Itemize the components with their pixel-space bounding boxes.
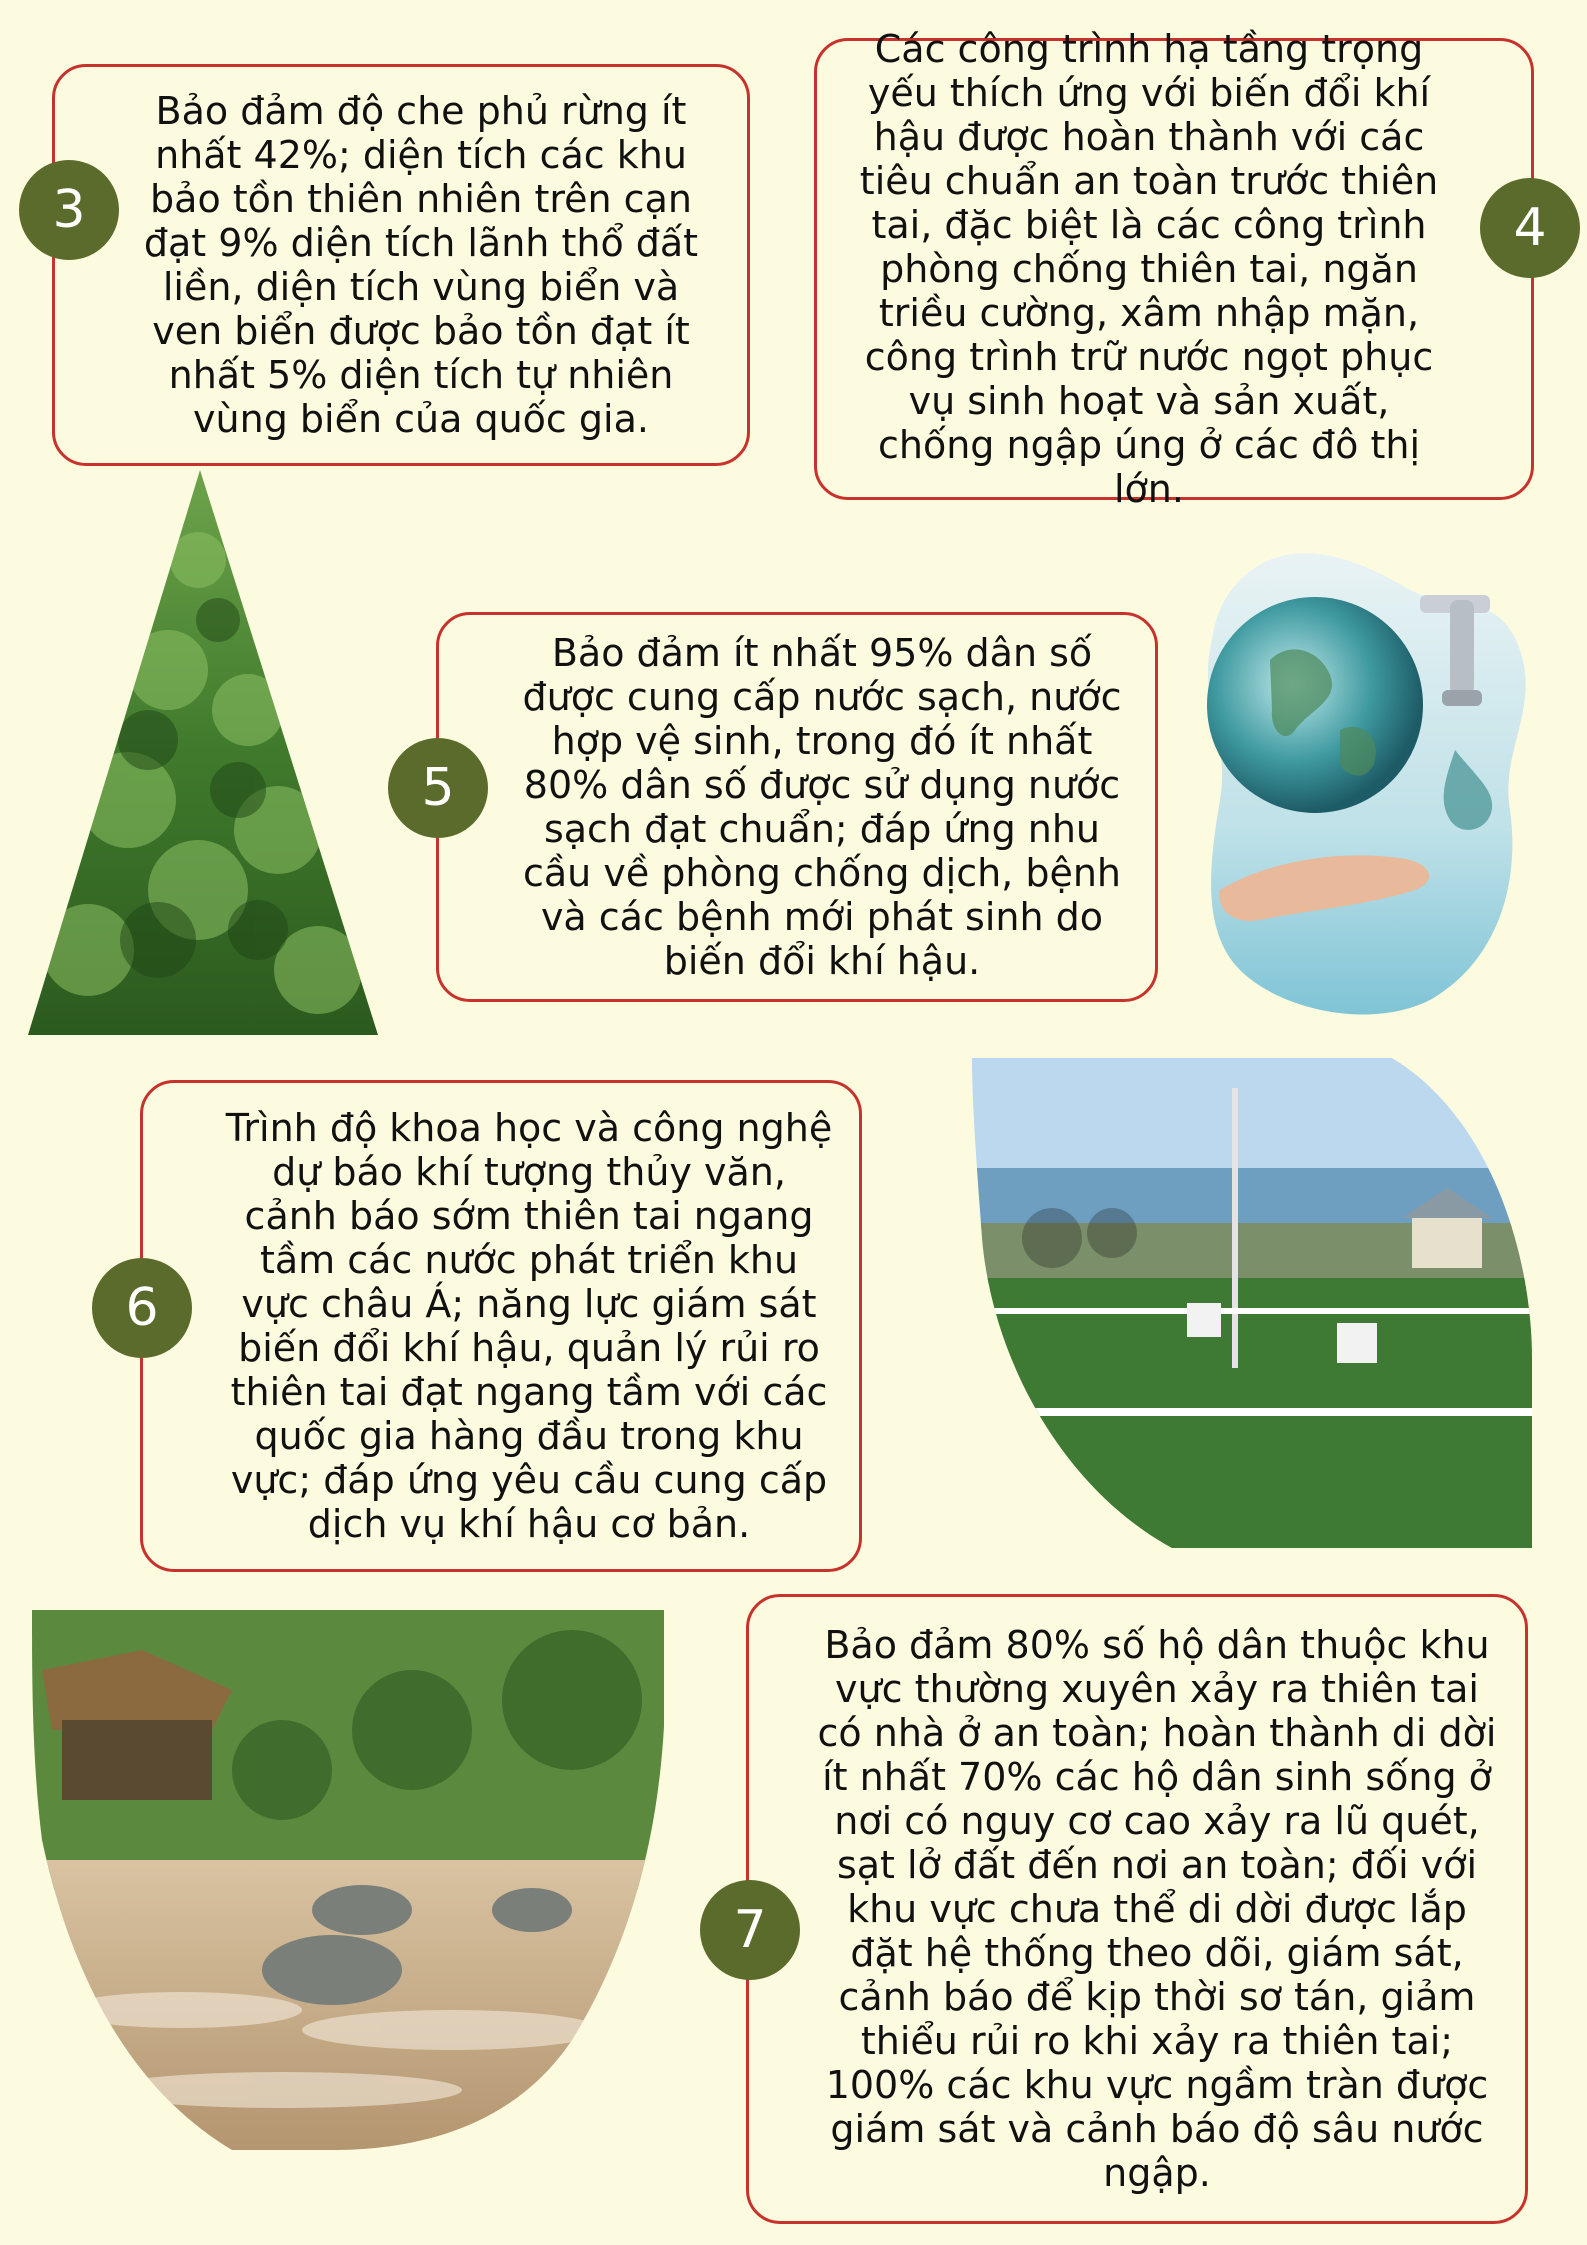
number-badge-3: 3 bbox=[19, 160, 119, 260]
info-card-7 bbox=[746, 1594, 1528, 2224]
card-text: Các công trình hạ tầng trọng yếu thích ứng với biến đổi khí hậu được hoàn thành với các tiêu chuẩn an toàn trước thiên tai, đặc biệt là các công trình phòng chống thiên tai, ngăn triều cường, xâm nhập mặn, công trình trữ nước ngọt phục vụ sinh hoạt và sản xuất, chống ngập úng ở các đô thị lớn. bbox=[859, 27, 1439, 511]
card-text: Trình độ khoa học và công nghệ dự báo khí tượng thủy văn, cảnh báo sớm thiên tai ngang tầm các nước phát triển khu vực châu Á; năng lực giám sát biến đổi khí hậu, quản lý rủi ro thiên tai đạt ngang tầm với các quốc gia hàng đầu trong khu vực; đáp ứng yêu cầu cung cấp dịch vụ khí hậu cơ bản. bbox=[225, 1106, 833, 1546]
info-card-6 bbox=[140, 1080, 862, 1572]
weather-station-image bbox=[972, 1058, 1532, 1548]
info-card-4 bbox=[814, 27, 1534, 511]
card-text: Bảo đảm ít nhất 95% dân số được cung cấp nước sạch, nước hợp vệ sinh, trong đó ít nhất 80% dân số được sử dụng nước sạch đạt chuẩn; đáp ứng nhu cầu về phòng chống dịch, bệnh và các bệnh mới phát sinh do biến đổi khí hậu. bbox=[522, 631, 1122, 983]
card-text: Bảo đảm độ che phủ rừng ít nhất 42%; diện tích các khu bảo tồn thiên nhiên trên cạn đạt 9% diện tích lãnh thổ đất liền, diện tích vùng biển và ven biển được bảo tồn đạt ít nhất 5% diện tích tự nhiên vùng biển của quốc gia. bbox=[143, 89, 699, 441]
forest-triangle-image bbox=[28, 470, 378, 1035]
water-globe-image bbox=[1200, 540, 1530, 1020]
number-badge-6: 6 bbox=[92, 1258, 192, 1358]
number-badge-7: 7 bbox=[700, 1880, 800, 1980]
number-badge-5: 5 bbox=[388, 738, 488, 838]
number-badge-4: 4 bbox=[1480, 178, 1580, 278]
info-card-5 bbox=[436, 612, 1158, 1002]
info-card-3 bbox=[52, 64, 750, 466]
card-text: Bảo đảm 80% số hộ dân thuộc khu vực thường xuyên xảy ra thiên tai có nhà ở an toàn; hoàn thành di dời ít nhất 70% các hộ dân sinh sống ở nơi có nguy cơ cao xảy ra lũ quét, sạt lở đất đến nơi an toàn; đối với khu vực chưa thể di dời được lắp đặt hệ thống theo dõi, giám sát, cảnh báo để kịp thời sơ tán, giảm thiểu rủi ro khi xảy ra thiên tai; 100% các khu vực ngầm tràn được giám sát và cảnh báo độ sâu nước ngập. bbox=[817, 1623, 1497, 2195]
flood-river-image bbox=[32, 1610, 664, 2150]
